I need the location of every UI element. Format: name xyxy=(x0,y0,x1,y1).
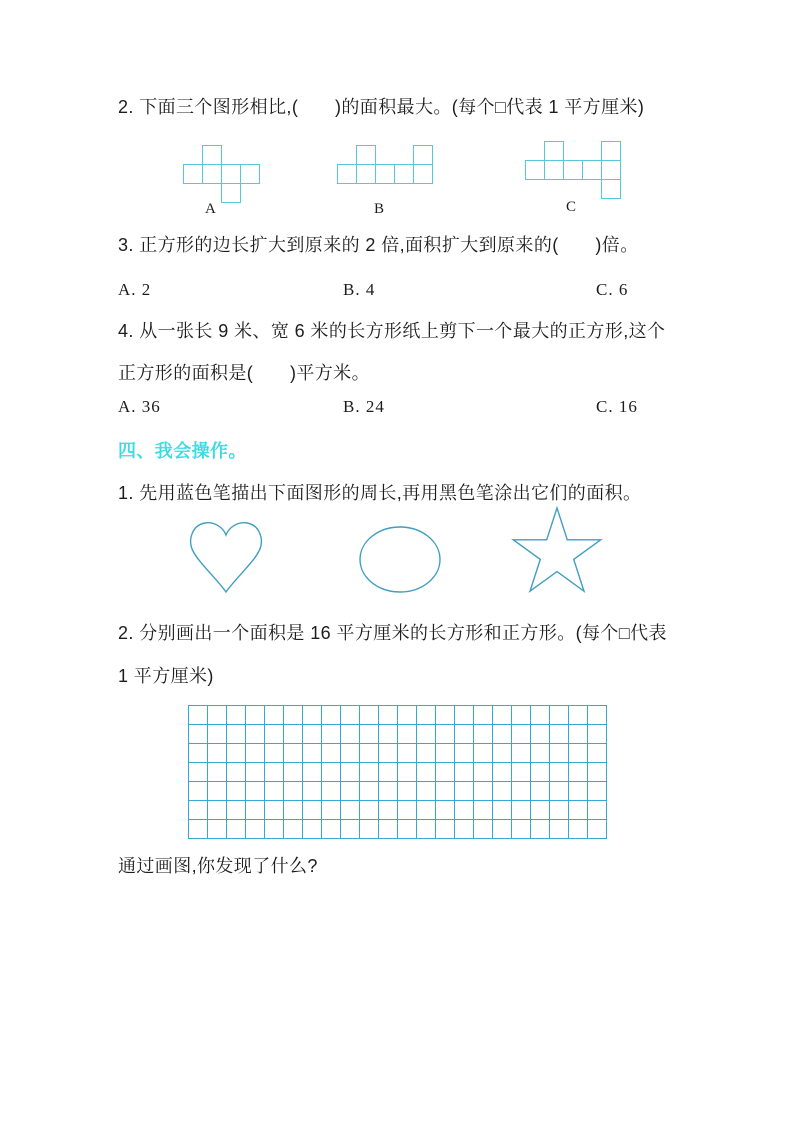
unit-square xyxy=(473,781,493,801)
unit-square xyxy=(245,762,265,782)
unit-square xyxy=(359,743,379,763)
unit-square xyxy=(511,705,531,725)
unit-square xyxy=(454,743,474,763)
unit-square xyxy=(245,781,265,801)
q3-option-c: C. 6 xyxy=(596,280,629,299)
unit-square xyxy=(549,781,569,801)
drawing-grid xyxy=(188,705,608,840)
unit-square xyxy=(302,762,322,782)
unit-square xyxy=(530,705,550,725)
unit-square xyxy=(544,141,564,161)
unit-square xyxy=(340,743,360,763)
unit-square xyxy=(416,819,436,839)
unit-square xyxy=(568,762,588,782)
question-3-text: 3. 正方形的边长扩大到原来的 2 倍,面积扩大到原来的( )倍。 xyxy=(118,235,639,255)
unit-square xyxy=(207,819,227,839)
unit-square xyxy=(340,705,360,725)
q3-option-a: A. 2 xyxy=(118,280,152,299)
q4-option-a: A. 36 xyxy=(118,397,161,416)
unit-square xyxy=(563,160,583,180)
unit-square xyxy=(283,800,303,820)
unit-square xyxy=(340,724,360,744)
unit-square xyxy=(601,160,621,180)
unit-square xyxy=(264,781,284,801)
unit-square xyxy=(473,743,493,763)
unit-square xyxy=(221,164,241,184)
unit-square xyxy=(188,800,208,820)
unit-square xyxy=(473,705,493,725)
unit-square xyxy=(359,724,379,744)
unit-square xyxy=(226,724,246,744)
unit-square xyxy=(511,724,531,744)
unit-square xyxy=(530,781,550,801)
unit-square xyxy=(511,819,531,839)
unit-square xyxy=(188,743,208,763)
unit-square xyxy=(549,705,569,725)
unit-square xyxy=(207,781,227,801)
unit-square xyxy=(183,164,203,184)
unit-square xyxy=(321,781,341,801)
unit-square xyxy=(240,164,260,184)
unit-square xyxy=(397,762,417,782)
section4-q2-text-line1: 2. 分别画出一个面积是 16 平方厘米的长方形和正方形。(每个□代表 xyxy=(118,623,667,643)
unit-square xyxy=(530,819,550,839)
unit-square xyxy=(202,145,222,165)
unit-square xyxy=(435,743,455,763)
question-3-options xyxy=(0,280,793,304)
unit-square xyxy=(283,743,303,763)
unit-square xyxy=(340,762,360,782)
unit-square xyxy=(375,164,395,184)
unit-square xyxy=(359,819,379,839)
star-shape xyxy=(505,506,605,598)
unit-square xyxy=(511,762,531,782)
unit-square xyxy=(264,743,284,763)
unit-square xyxy=(226,743,246,763)
unit-square xyxy=(435,705,455,725)
unit-square xyxy=(207,800,227,820)
unit-square xyxy=(549,819,569,839)
unit-square xyxy=(397,724,417,744)
unit-square xyxy=(283,819,303,839)
unit-square xyxy=(397,705,417,725)
ellipse-shape xyxy=(358,525,442,595)
unit-square xyxy=(587,819,607,839)
unit-square xyxy=(454,781,474,801)
unit-square xyxy=(397,743,417,763)
unit-square xyxy=(525,160,545,180)
unit-square xyxy=(568,819,588,839)
section4-q1-text: 1. 先用蓝色笔描出下面图形的周长,再用黑色笔涂出它们的面积。 xyxy=(118,483,642,503)
unit-square xyxy=(492,724,512,744)
unit-square xyxy=(549,800,569,820)
unit-square xyxy=(587,705,607,725)
unit-square xyxy=(283,781,303,801)
unit-square xyxy=(473,762,493,782)
unit-square xyxy=(511,800,531,820)
unit-square xyxy=(264,800,284,820)
unit-square xyxy=(416,724,436,744)
unit-square xyxy=(302,819,322,839)
unit-square xyxy=(302,724,322,744)
unit-square xyxy=(321,724,341,744)
unit-square xyxy=(454,800,474,820)
unit-square xyxy=(188,705,208,725)
unit-square xyxy=(454,819,474,839)
unit-square xyxy=(435,762,455,782)
unit-square xyxy=(283,705,303,725)
unit-square xyxy=(207,743,227,763)
unit-square xyxy=(568,705,588,725)
unit-square xyxy=(378,800,398,820)
unit-square xyxy=(321,705,341,725)
unit-square xyxy=(587,800,607,820)
unit-square xyxy=(207,724,227,744)
unit-square xyxy=(226,819,246,839)
unit-square xyxy=(568,724,588,744)
unit-square xyxy=(435,800,455,820)
unit-square xyxy=(511,743,531,763)
figure-c xyxy=(525,141,621,199)
unit-square xyxy=(264,724,284,744)
unit-square xyxy=(302,705,322,725)
unit-square xyxy=(188,762,208,782)
unit-square xyxy=(530,724,550,744)
unit-square xyxy=(413,145,433,165)
unit-square xyxy=(264,819,284,839)
unit-square xyxy=(549,762,569,782)
unit-square xyxy=(416,800,436,820)
unit-square xyxy=(473,800,493,820)
unit-square xyxy=(264,762,284,782)
unit-square xyxy=(207,705,227,725)
unit-square xyxy=(587,762,607,782)
unit-square xyxy=(454,705,474,725)
unit-square xyxy=(321,743,341,763)
unit-square xyxy=(188,724,208,744)
unit-square xyxy=(587,724,607,744)
unit-square xyxy=(473,724,493,744)
section4-q2-text-line2: 1 平方厘米) xyxy=(118,666,214,686)
unit-square xyxy=(454,724,474,744)
unit-square xyxy=(394,164,414,184)
unit-square xyxy=(340,781,360,801)
unit-square xyxy=(530,743,550,763)
unit-square xyxy=(321,819,341,839)
unit-square xyxy=(397,819,417,839)
unit-square xyxy=(397,781,417,801)
unit-square xyxy=(397,800,417,820)
unit-square xyxy=(226,800,246,820)
unit-square xyxy=(283,724,303,744)
unit-square xyxy=(413,164,433,184)
unit-square xyxy=(245,800,265,820)
unit-square xyxy=(245,819,265,839)
heart-shape xyxy=(186,516,268,596)
unit-square xyxy=(601,141,621,161)
followup-question-text: 通过画图,你发现了什么? xyxy=(118,856,318,876)
unit-square xyxy=(378,762,398,782)
unit-square xyxy=(245,705,265,725)
q3-option-b: B. 4 xyxy=(343,280,376,299)
unit-square xyxy=(544,160,564,180)
unit-square xyxy=(356,145,376,165)
figure-b xyxy=(337,145,433,184)
unit-square xyxy=(435,819,455,839)
unit-square xyxy=(492,762,512,782)
unit-square xyxy=(226,781,246,801)
unit-square xyxy=(378,705,398,725)
unit-square xyxy=(359,800,379,820)
unit-square xyxy=(416,781,436,801)
unit-square xyxy=(492,781,512,801)
unit-square xyxy=(473,819,493,839)
unit-square xyxy=(359,781,379,801)
unit-square xyxy=(435,724,455,744)
unit-square xyxy=(245,743,265,763)
unit-square xyxy=(568,781,588,801)
q4-option-b: B. 24 xyxy=(343,397,385,416)
unit-square xyxy=(283,762,303,782)
unit-square xyxy=(492,743,512,763)
question-2-text: 2. 下面三个图形相比,( )的面积最大。(每个□代表 1 平方厘米) xyxy=(118,97,645,117)
unit-square xyxy=(302,781,322,801)
unit-square xyxy=(202,164,222,184)
figure-a-label: A xyxy=(205,201,216,217)
figure-b-label: B xyxy=(374,201,385,217)
unit-square xyxy=(568,800,588,820)
unit-square xyxy=(511,781,531,801)
unit-square xyxy=(435,781,455,801)
unit-square xyxy=(549,724,569,744)
unit-square xyxy=(492,819,512,839)
unit-square xyxy=(416,762,436,782)
q4-option-c: C. 16 xyxy=(596,397,638,416)
unit-square xyxy=(226,762,246,782)
question-4-options xyxy=(0,397,793,421)
unit-square xyxy=(245,724,265,744)
unit-square xyxy=(226,705,246,725)
figure-a xyxy=(183,145,261,203)
unit-square xyxy=(530,762,550,782)
question-4-text-line1: 4. 从一张长 9 米、宽 6 米的长方形纸上剪下一个最大的正方形,这个 xyxy=(118,321,666,341)
unit-square xyxy=(221,183,241,203)
unit-square xyxy=(340,819,360,839)
unit-square xyxy=(302,800,322,820)
unit-square xyxy=(582,160,602,180)
unit-square xyxy=(416,705,436,725)
unit-square xyxy=(454,762,474,782)
unit-square xyxy=(492,800,512,820)
unit-square xyxy=(264,705,284,725)
unit-square xyxy=(356,164,376,184)
unit-square xyxy=(378,743,398,763)
unit-square xyxy=(359,762,379,782)
unit-square xyxy=(378,724,398,744)
unit-square xyxy=(321,800,341,820)
unit-square xyxy=(568,743,588,763)
unit-square xyxy=(587,743,607,763)
figure-c-label: C xyxy=(566,199,577,215)
unit-square xyxy=(207,762,227,782)
unit-square xyxy=(359,705,379,725)
unit-square xyxy=(321,762,341,782)
unit-square xyxy=(188,819,208,839)
unit-square xyxy=(601,179,621,199)
unit-square xyxy=(340,800,360,820)
section-4-heading: 四、我会操作。 xyxy=(118,441,247,461)
unit-square xyxy=(188,781,208,801)
unit-square xyxy=(587,781,607,801)
unit-square xyxy=(492,705,512,725)
unit-square xyxy=(416,743,436,763)
unit-square xyxy=(302,743,322,763)
unit-square xyxy=(378,819,398,839)
unit-square xyxy=(378,781,398,801)
unit-square xyxy=(337,164,357,184)
unit-square xyxy=(549,743,569,763)
question-4-text-line2: 正方形的面积是( )平方米。 xyxy=(118,363,370,383)
unit-square xyxy=(530,800,550,820)
